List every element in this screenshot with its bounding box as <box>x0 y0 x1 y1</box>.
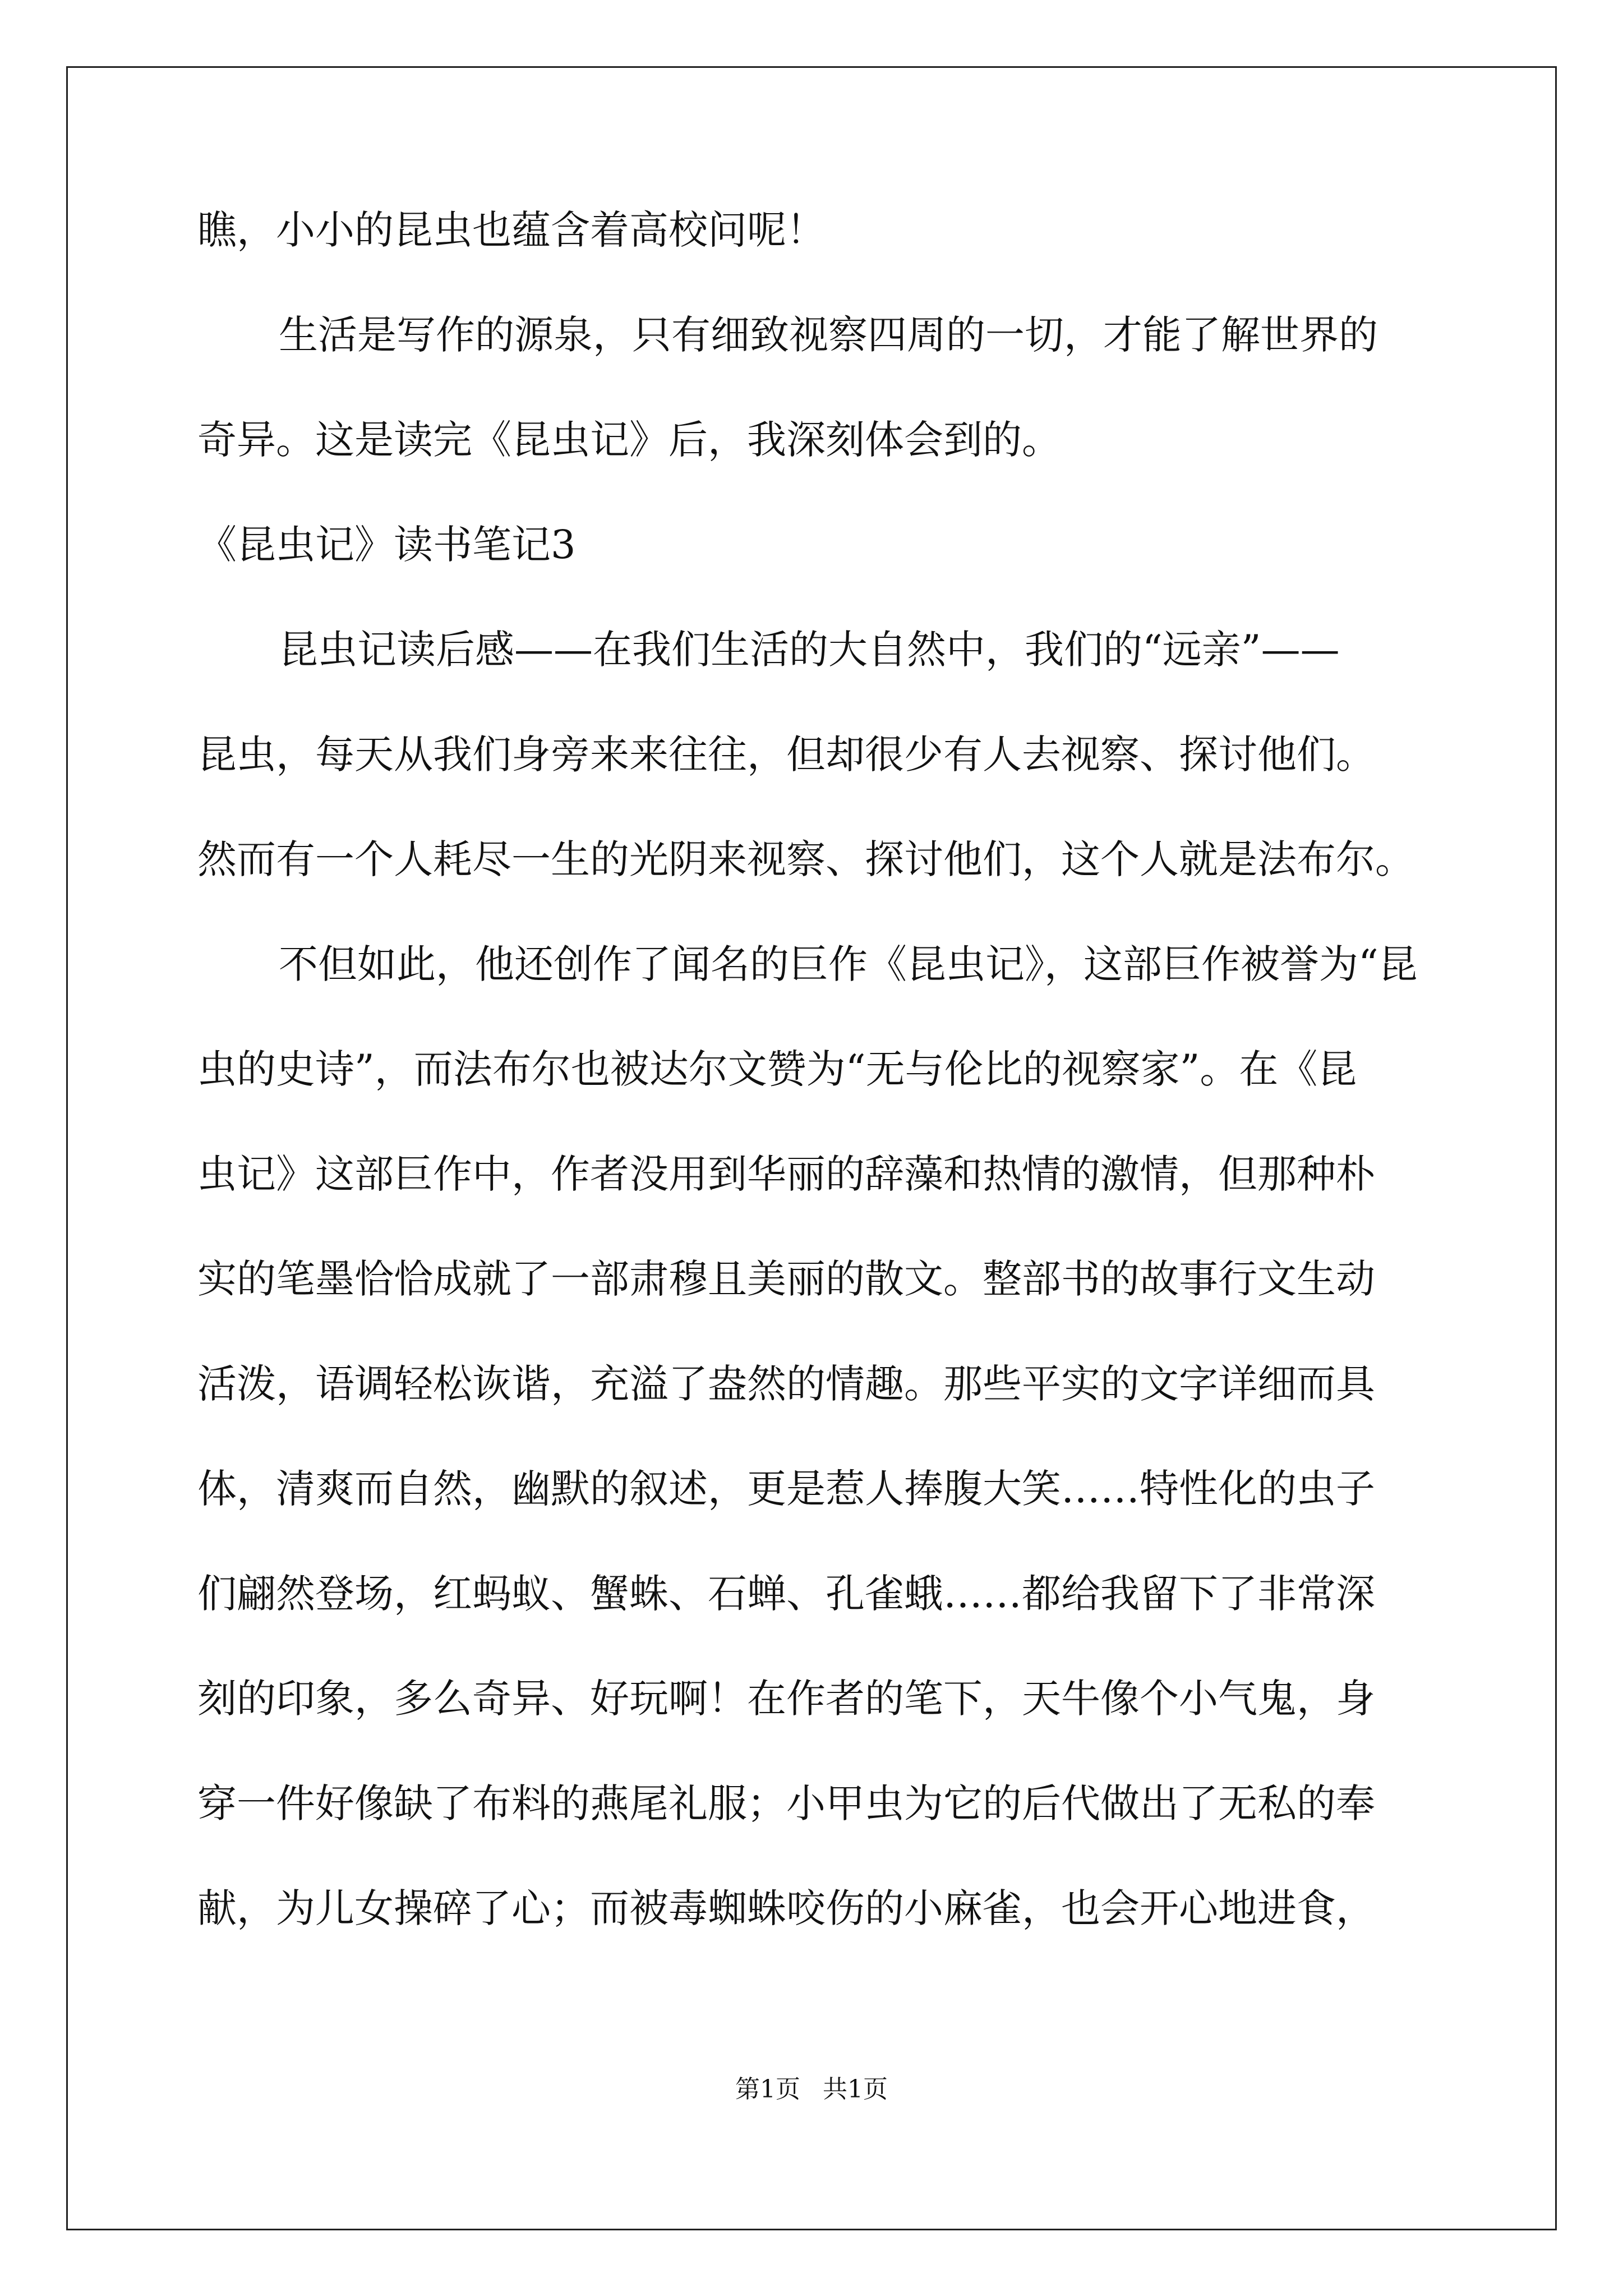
paragraph-start-line: 昆虫记读后感——在我们生活的大自然中，我们的“远亲”—— <box>279 627 1340 673</box>
paragraph-start-line: 生活是写作的源泉，只有细致视察四周的一切，才能了解世界的 <box>279 312 1378 358</box>
document-body <box>197 207 1426 1931</box>
page-number-total: 共1页 <box>823 2075 888 2104</box>
page-footer <box>0 2076 1623 2104</box>
text-line: 虫的史诗”，而法布尔也被达尔文赞为“无与伦比的视察家”。在《昆 <box>197 1046 1357 1092</box>
section-heading: 《昆虫记》读书笔记3 <box>197 522 576 568</box>
text-line: 瞧，小小的昆虫也蕴含着高校问呢！ <box>197 207 826 253</box>
text-line: 穿一件好像缺了布料的燕尾礼服；小甲虫为它的后代做出了无私的奉 <box>197 1780 1375 1826</box>
text-line: 昆虫，每天从我们身旁来来往往，但却很少有人去视察、探讨他们。 <box>197 731 1375 777</box>
paragraph-start-line: 不但如此，他还创作了闻名的巨作《昆虫记》，这部巨作被誉为“昆 <box>279 941 1418 987</box>
text-line: 虫记》这部巨作中，作者没用到华丽的辞藻和热情的激情，但那种朴 <box>197 1151 1375 1197</box>
text-line: 奇异。这是读完《昆虫记》后，我深刻体会到的。 <box>197 417 1061 463</box>
text-line: 实的笔墨恰恰成就了一部肃穆且美丽的散文。整部书的故事行文生动 <box>197 1256 1375 1302</box>
text-line: 活泼，语调轻松诙谐，充溢了盎然的情趣。那些平实的文字详细而具 <box>197 1361 1375 1407</box>
text-line: 然而有一个人耗尽一生的光阴来视察、探讨他们，这个人就是法布尔。 <box>197 836 1414 882</box>
text-line: 们翩然登场，红蚂蚁、蟹蛛、石蝉、孔雀蛾……都给我留下了非常深 <box>197 1571 1375 1617</box>
text-line: 献，为儿女操碎了心；而被毒蜘蛛咬伤的小麻雀，也会开心地进食， <box>197 1885 1375 1931</box>
text-line: 刻的印象，多么奇异、好玩啊！在作者的笔下，天牛像个小气鬼，身 <box>197 1676 1375 1722</box>
text-line: 体，清爽而自然，幽默的叙述，更是惹人捧腹大笑……特性化的虫子 <box>197 1466 1375 1512</box>
page-number-current: 第1页 <box>735 2075 800 2104</box>
